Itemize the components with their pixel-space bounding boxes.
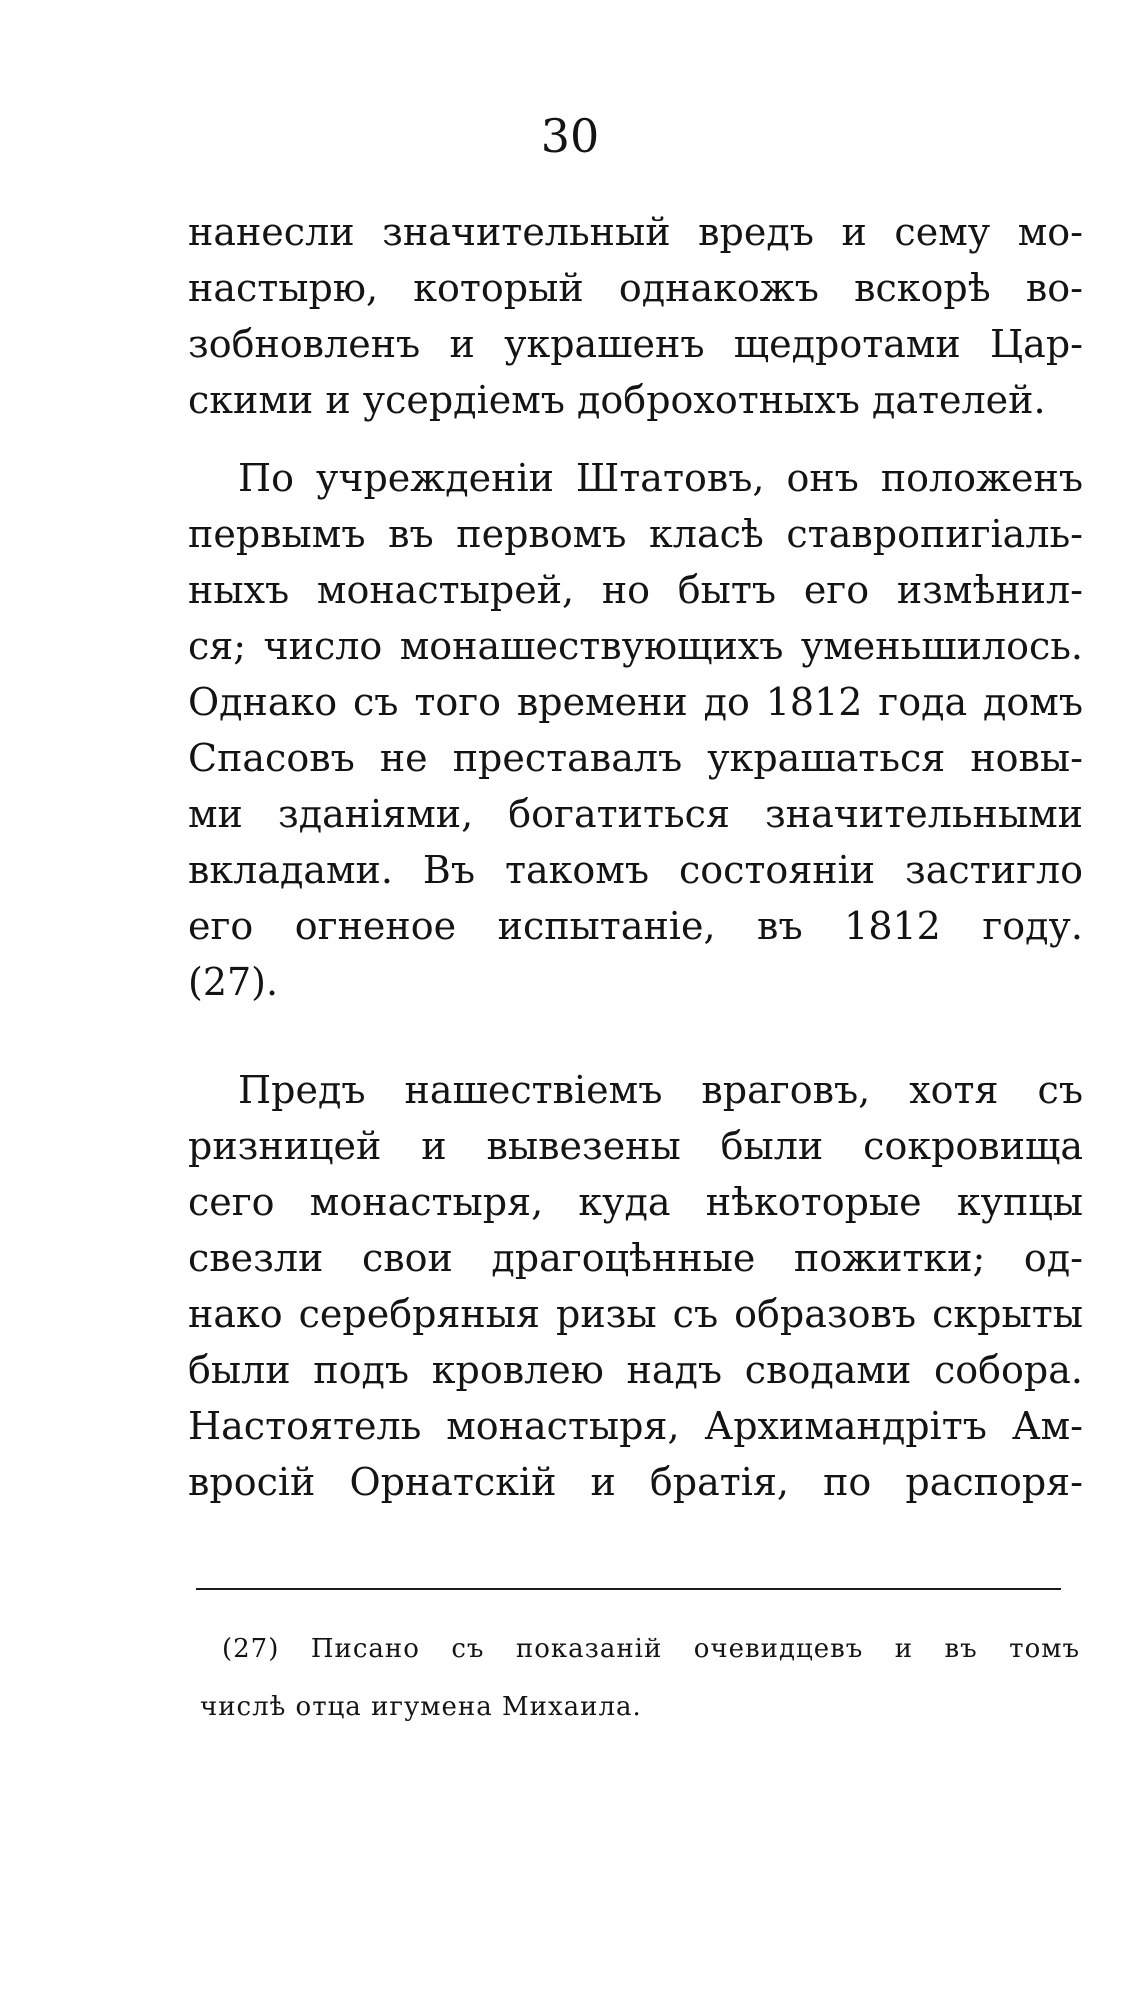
- text-line: настырю, который однакожъ вскорѣ во-: [188, 266, 1083, 310]
- paragraph-3: [188, 1062, 1083, 1510]
- page-number: 30: [540, 109, 600, 163]
- text-line: нако серебряныя ризы съ образовъ скрыты: [188, 1292, 1083, 1336]
- footnote-divider: [196, 1588, 1061, 1590]
- text-line: ся; число монашествующихъ уменьшилось.: [188, 624, 1083, 668]
- text-line: Однако съ того времени до 1812 года домъ: [188, 680, 1083, 724]
- text-line: вкладами. Въ такомъ состояніи застигло: [188, 848, 1083, 892]
- text-line: ми зданіями, богатиться значительными: [188, 792, 1083, 836]
- text-line: Спасовъ не преставалъ украшаться новы-: [188, 736, 1083, 780]
- text-line: (27).: [188, 960, 279, 1004]
- text-line: По учрежденіи Штатовъ, онъ положенъ: [238, 456, 1083, 500]
- footnote: [200, 1620, 1080, 1736]
- footnote-line: числѣ отца игумена Михаила.: [200, 1692, 642, 1722]
- text-line: Настоятель монастыря, Архимандрітъ Ам-: [188, 1404, 1083, 1448]
- text-line: ризницей и вывезены были сокровища: [188, 1124, 1083, 1168]
- text-line: ныхъ монастырей, но бытъ его измѣнил-: [188, 568, 1083, 612]
- text-line: его огненое испытаніе, въ 1812 году.: [188, 904, 1083, 948]
- text-line: сего монастыря, куда нѣкоторые купцы: [188, 1180, 1083, 1224]
- text-line: нанесли значительный вредъ и сему мо-: [188, 210, 1083, 254]
- text-line: зобновленъ и украшенъ щедротами Цар-: [188, 322, 1083, 366]
- text-line: свезли свои драгоцѣнные пожитки; од-: [188, 1236, 1083, 1280]
- paragraph-1: [188, 204, 1083, 428]
- text-line: вросій Орнатскій и братія, по распоря-: [188, 1460, 1083, 1504]
- text-line: Предъ нашествіемъ враговъ, хотя съ: [238, 1068, 1083, 1112]
- paragraph-2: [188, 450, 1083, 1010]
- text-line: первымъ въ первомъ класѣ ставропигіаль-: [188, 512, 1083, 556]
- text-line: были подъ кровлею надъ сводами собора.: [188, 1348, 1083, 1392]
- text-line: скими и усердіемъ доброхотныхъ дателей.: [188, 378, 1046, 422]
- footnote-line: (27) Писано съ показаній очевидцевъ и въ томъ: [222, 1634, 1080, 1664]
